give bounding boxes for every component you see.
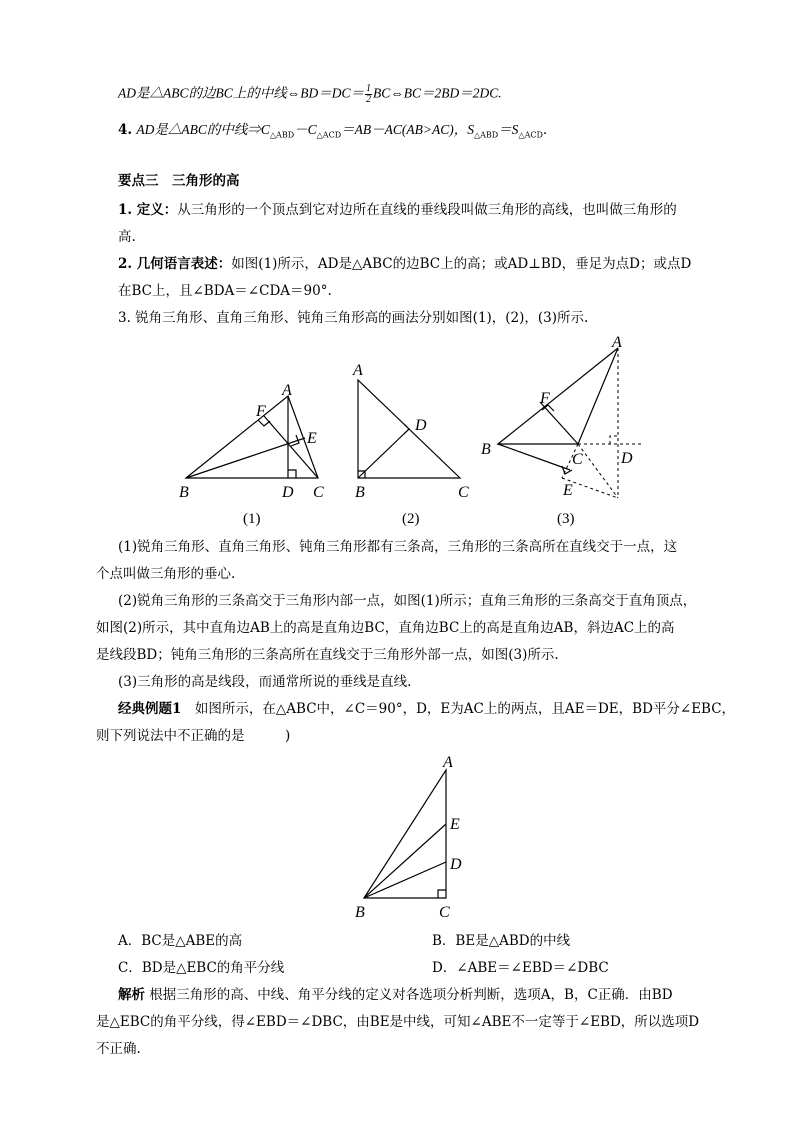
analysis-line-1: 解析 根据三角形的高、中线、角平分线的定义对各选项分析判断，选项A，B，C正确．由BD (118, 987, 673, 1003)
ex-label-A: A (443, 754, 453, 771)
fig3-label-F: F (540, 390, 550, 407)
option-b: B．BE是△ABD的中线 (432, 933, 571, 949)
fig3-caption: (3) (557, 511, 575, 527)
note-1-line-1: (1)锐角三角形、直角三角形、钝角三角形都有三条高，三角形的三条高所在直线交于一点，这 (118, 539, 678, 555)
fig1-label-A: A (282, 382, 292, 399)
example-line-2: 则下列说法中不正确的是 ) (96, 728, 291, 744)
median-text-post: BC⇔BC＝2BD＝2DC. (373, 85, 502, 101)
note-2-line-2: 如图(2)所示，其中直角边AB上的高是直角边BC，直角边BC上的高是直角边AB，斜边AC上的高 (96, 620, 675, 636)
fraction-half: $\frac{1}{2}$ (366, 83, 371, 105)
figure-3-dashed (562, 348, 641, 498)
ex-label-D: D (450, 856, 462, 873)
ex-label-C: C (439, 904, 450, 921)
example-figure (340, 750, 490, 930)
note-2-line-3: 是线段BD；钝角三角形的三条高所在直线交于三角形外部一点，如图(3)所示. (96, 647, 559, 663)
note-1-line-2: 个点叫做三角形的垂心. (96, 566, 236, 582)
fig1-label-F: F (256, 403, 266, 420)
fig2-label-C: C (458, 484, 469, 501)
definition-line-1: 1. 定义：从三角形的一个顶点到它对边所在直线的垂线段叫做三角形的高线，也叫做三角形的 (118, 202, 677, 218)
item-number: 4. (118, 122, 133, 138)
median-equivalence (118, 84, 502, 105)
figure-1 (186, 396, 318, 478)
example-line-1: 经典例题1 如图所示，在△ABC中，∠C＝90°，D，E为AC上的两点，且AE＝DE，BD平分∠EBC， (118, 701, 736, 717)
fig3-label-D: D (621, 450, 633, 467)
fig1-label-E: E (307, 430, 317, 447)
definition-line-2: 高. (118, 229, 136, 245)
ex-label-B: B (355, 904, 365, 921)
fig3-label-E: E (563, 482, 573, 499)
fig1-caption: (1) (243, 511, 261, 527)
geometry-line-2: 在BC上，且∠BDA＝∠CDA＝90°. (118, 283, 332, 299)
fig2-caption: (2) (402, 511, 420, 527)
fig3-label-C: C (572, 451, 583, 468)
fig1-label-B: B (179, 484, 189, 501)
fig2-label-A: A (353, 362, 363, 379)
option-c: C．BD是△EBC的角平分线 (118, 960, 285, 976)
analysis-line-2: 是△EBC的角平分线，得∠EBD＝∠DBC，由BE是中线，可知∠ABE不一定等于∠EBD，所以选项D (96, 1014, 700, 1030)
geometry-line-1: 2. 几何语言表述：如图(1)所示，AD是△ABC的边BC上的高；或AD⊥BD，垂足为点D；或点D (118, 256, 692, 272)
analysis-line-3: 不正确. (96, 1041, 141, 1057)
note-3: (3)三角形的高是线段，而通常所说的垂线是直线. (118, 674, 412, 690)
figure-3 (498, 348, 618, 474)
fig1-label-C: C (313, 484, 324, 501)
fig2-label-B: B (355, 484, 365, 501)
median-text-pre: AD是△ABC的边BC上的中线⇔BD＝DC＝ (118, 85, 364, 101)
altitude-figures (0, 330, 794, 535)
option-a: A．BC是△ABE的高 (118, 933, 243, 949)
fig2-label-D: D (415, 417, 427, 434)
section-title: 要点三 三角形的高 (118, 173, 240, 189)
figure-2 (358, 380, 460, 478)
fig3-label-A: A (612, 334, 622, 351)
option-d: D．∠ABE＝∠EBD＝∠DBC (432, 960, 609, 976)
example-label: 经典例题1 (118, 701, 182, 717)
ex-label-E: E (450, 816, 460, 833)
fig3-label-B: B (481, 441, 491, 458)
note-2-line-1: (2)锐角三角形的三条高交于三角形内部一点，如图(1)所示；直角三角形的三条高交于直角顶点， (118, 593, 697, 609)
fig1-label-D: D (282, 484, 294, 501)
method-line: 3. 锐角三角形、直角三角形、钝角三角形高的画法分别如图(1)，(2)，(3)所示. (118, 310, 589, 326)
analysis-label: 解析 (118, 987, 145, 1003)
median-property: 4. AD是△ABC的中线$\Rightarrow C_{\triangle ABD}-C_{\triangle ACD}=AB-AC(AB>AC)$，$S_{\triangle ABD}=S_{\triangle ACD}$. (118, 122, 548, 140)
